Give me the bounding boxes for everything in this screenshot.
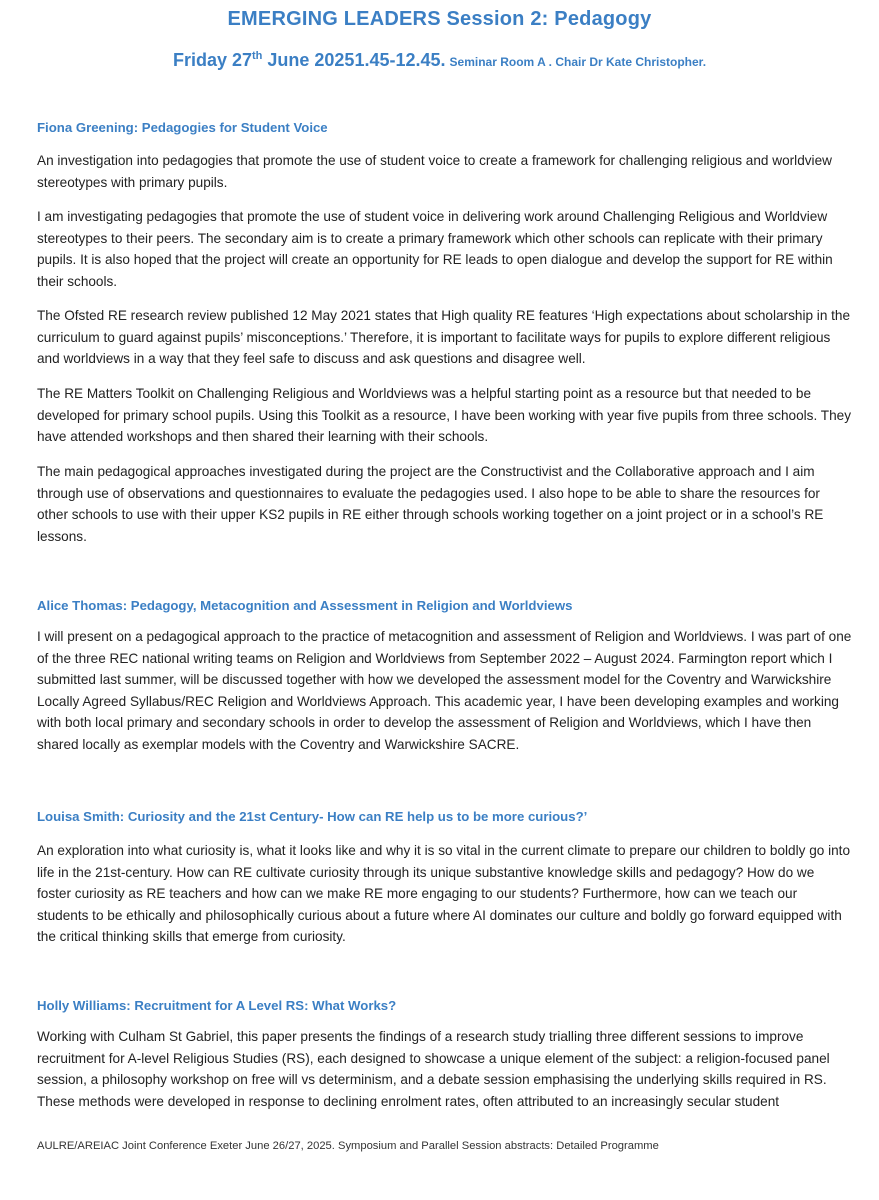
- session-date-time: June 20251.45-12.45.: [262, 50, 446, 70]
- abstract-paragraph: Working with Culham St Gabriel, this paper presents the findings of a research study trialling three different sessions to improve recruitment for A-level Religious Studies (RS), each designed to showcase a unique element of the subject: a religion-focused panel session, a philosophy workshop on free will vs determinism, and a debate session emphasising the underlying skills required in RS. These methods were developed in response to declining enrolment rates, often attributed to an increasingly secular student: [37, 1029, 830, 1109]
- abstract-paragraph: The Ofsted RE research review published 12 May 2021 states that High quality RE features ‘High expectations about scholarship in the curriculum to guard against pupils’ misconceptions.’ Therefore, it is important to facilitate ways for pupils to explore different religious and worldviews in a way that they feel safe to discuss and ask questions and disagree well.: [37, 308, 851, 366]
- abstract-paragraph: The main pedagogical approaches investigated during the project are the Constructivist and the Collaborative approach and I aim through use of observations and questionnaires to evaluate the pedagogies used. I also hope to be able to share the resources for other schools to use with their upper KS2 pupils in RE either through schools working together on a joint project or in a school’s RE lessons.: [37, 464, 824, 544]
- abstract-paragraph: The RE Matters Toolkit on Challenging Religious and Worldviews was a helpful starting point as a resource but that needed to be developed for primary school pupils. Using this Toolkit as a resource, I have been working with year five pupils from three schools. They have attended workshops and then shared their learning with their schools.: [37, 386, 852, 444]
- session-title: EMERGING LEADERS Session 2: Pedagogy: [227, 8, 652, 30]
- section-heading-greening: Fiona Greening: Pedagogies for Student Voice: [37, 120, 328, 135]
- session-subtitle: [0, 50, 879, 71]
- room-and-chair: Seminar Room A . Chair Dr Kate Christopher.: [449, 55, 707, 69]
- session-date: Friday 27: [172, 50, 252, 70]
- abstract-paragraph: I will present on a pedagogical approach to the practice of metacognition and assessment of Religion and Worldviews. I was part of one of the three REC national writing teams on Religion and Worldviews from September 2022 – August 2024. Farmington report which I submitted last summer, will be discussed together with how we developed the assessment model for the Coventry and Warwickshire Locally Agreed Syllabus/REC Religion and Worldviews Approach. This academic year, I have been developing examples and working with both local primary and secondary schools in order to develop the assessment of Religion and Worldviews, which I have then shared locally as exemplar models with the Coventry and Warwickshire SACRE.: [37, 629, 852, 752]
- abstract-paragraph: An investigation into pedagogies that promote the use of student voice to create a framework for challenging religious and worldview stereotypes with primary pupils.: [37, 153, 832, 190]
- abstract-paragraph: I am investigating pedagogies that promote the use of student voice in delivering work around Challenging Religious and Worldview stereotypes to their peers. The secondary aim is to create a primary framework which other schools can replicate with their primary pupils. It is also hoped that the project will create an opportunity for RE leads to open dialogue and develop the support for RE within their schools.: [37, 209, 833, 289]
- date-ordinal-suffix: th: [252, 50, 263, 62]
- section-heading-thomas: Alice Thomas: Pedagogy, Metacognition and Assessment in Religion and Worldviews: [37, 598, 573, 613]
- section-heading-smith: Louisa Smith: Curiosity and the 21st Century- How can RE help us to be more curious?’: [37, 809, 588, 824]
- abstract-paragraph: An exploration into what curiosity is, what it looks like and why it is so vital in the current climate to prepare our children to boldly go into life in the 21st-century. How can RE cultivate curiosity through its unique substantive knowledge skills and pedagogy? How do we foster curiosity as RE teachers and how can we make RE more engaging to our students? Furthermore, how can we teach our students to be ethically and philosophically curious about a future where AI dominates our culture and boldly go forward equipped with the critical thinking skills that emerge from curiosity.: [37, 843, 851, 944]
- section-heading-williams: Holly Williams: Recruitment for A Level RS: What Works?: [37, 998, 397, 1013]
- page-footer: AULRE/AREIAC Joint Conference Exeter June 26/27, 2025. Symposium and Parallel Session abstracts: Detailed Programme: [37, 1140, 659, 1152]
